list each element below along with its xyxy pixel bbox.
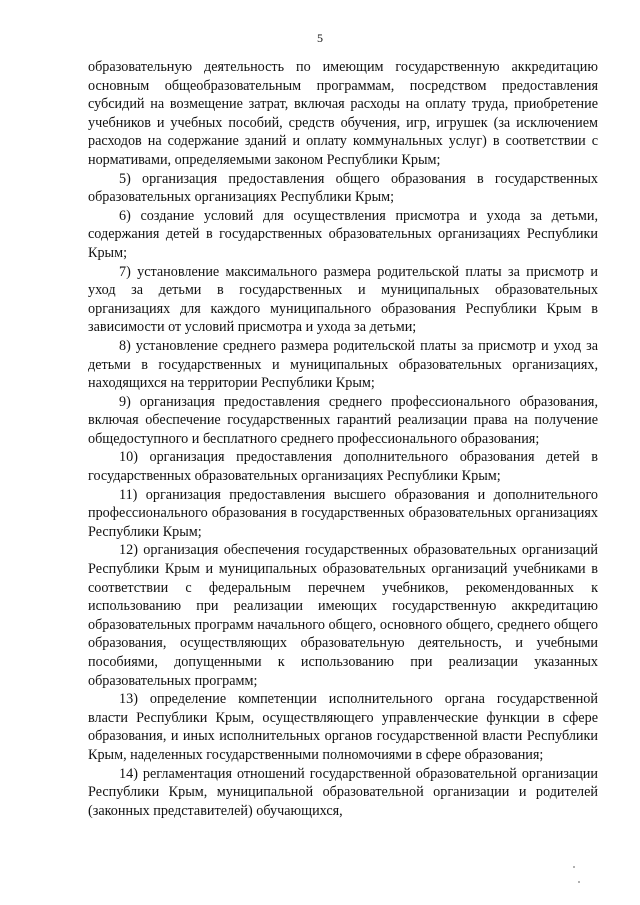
- paragraph-item-6: 6) создание условий для осуществления присмотра и ухода за детьми, содержания детей в государственных образовательных организациях Республики Крым;: [88, 207, 598, 261]
- page-number: 5: [317, 31, 323, 45]
- paragraph-item-14: 14) регламентация отношений государственной образовательной организации Республики Крым, муниципальной образовательной организации и родителей (законных представителей) обучающихся,: [88, 765, 598, 819]
- paragraph-item-9: 9) организация предоставления среднего профессионального образования, включая обеспечение государственных гарантий реализации права на получение общедоступного и бесплатного среднего профессионального образования;: [88, 393, 598, 447]
- paragraph-item-13: 13) определение компетенции исполнительного органа государственной власти Республики Крым, осуществляющего управленческие функции в сфере образования, и иных исполнительных органов государственной власти Республики Крым, наделенных государственными полномочиями в сфере образования;: [88, 691, 598, 763]
- scan-speck: [573, 866, 575, 868]
- paragraph-continuation: образовательную деятельность по имеющим государственную аккредитацию основным общеобразовательным программам, посредством предоставления субсидий на возмещение затрат, включая расходы на оплату труда, приобретение учебников и учебных пособий, средств обучения, игр, игрушек (за исключением расходов на содержание зданий и оплату коммунальных услуг) в соответствии с нормативами, определяемыми законом Республики Крым;: [88, 59, 598, 168]
- paragraph-item-12: 12) организация обеспечения государственных образовательных организаций Республики Крым и муниципальных образовательных организаций учебниками в соответствии с федеральным перечнем учебников, рекомендованных к использованию при реализации имеющих государственную аккредитацию образовательных программ начального общего, основного общего, среднего общего образования, осуществляющих образовательную деятельность, и учебными пособиями, допущенными к использованию при реализации указанных образовательных программ;: [88, 542, 598, 689]
- document-body: [88, 58, 598, 820]
- paragraph-item-10: 10) организация предоставления дополнительного образования детей в государственных образовательных организациях Республики Крым;: [88, 449, 598, 485]
- paragraph-item-8: 8) установление среднего размера родительской платы за присмотр и уход за детьми в государственных и муниципальных образовательных организациях, находящихся на территории Республики Крым;: [88, 337, 598, 392]
- paragraph-item-11: 11) организация предоставления высшего образования и дополнительного профессионального образования в государственных образовательных организациях Республики Крым;: [88, 486, 598, 540]
- paragraph-item-5: 5) организация предоставления общего образования в государственных образовательных организациях Республики Крым;: [88, 170, 598, 206]
- scan-speck: [578, 881, 580, 883]
- paragraph-item-7: 7) установление максимального размера родительской платы за присмотр и уход за детьми в государственных и муниципальных образовательных организациях для каждого муниципального образования Республики Крым в зависимости от условий присмотра и ухода за детьми;: [88, 263, 598, 336]
